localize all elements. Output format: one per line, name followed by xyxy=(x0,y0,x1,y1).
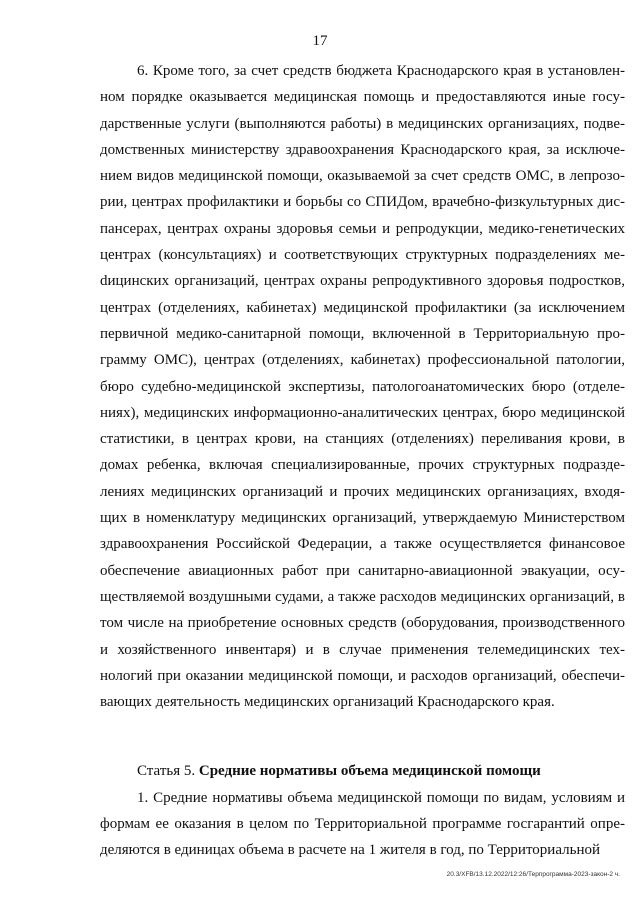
page-number: 17 xyxy=(312,33,328,49)
article-5-title: Средние нормативы объема медицинской помощи xyxy=(198,763,541,780)
document-body xyxy=(100,58,625,864)
footer-document-code: 20.3/XFB/13.12.2022/12:26/Терпрограмма-2023-закон-2 ч. xyxy=(446,871,620,878)
paragraph-6: 6. Кроме того, за счет средств бюджета Краснодарского края в установленном порядке оказывается медицинская помощь и предоставляются иные государственные услуги (выполняются работы) в медицинских организациях, подведомственных министерству здравоохранения Краснодарского края, за исключением видов медицинской помощи, оказываемой за счет средств ОМС, в лепрозории, центрах профилактики и борьбы со СПИДом, врачебно-физкультурных диспансерах, центрах охраны здоровья семьи и репродукции, медико-генетических центрах (консультациях) и соответствующих структурных подразделениях меdицинских организаций, центрах охраны репродуктивного здоровья подростков, центрах (отделениях, кабинетах) медицинской профилактики (за исключением первичной медико-санитарной помощи, включенной в Территориальную программу ОМС), центрах (отделениях, кабинетах) профессиональной патологии, бюро судебно-медицинской экспертизы, патологоанатомических бюро (отделениях), медицинских информационно-аналитических центрах, бюро медицинской статистики, в центрах крови, на станциях (отделениях) переливания крови, в домах ребенка, включая специализированные, прочих структурных подразделениях медицинских организаций и прочих медицинских организациях, входящих в номенклатуру медицинских организаций, утверждаемую Министерством здравоохранения Российской Федерации, а также осуществляется финансовое обеспечение авиационных работ при санитарно-авиационной эвакуации, осуществляемой воздушными судами, а также расходов медицинских организаций, в том числе на приобретение основных средств (оборудования, производственного и хозяйственного инвентаря) и в случае применения телемедицинских технологий при оказании медицинской помощи, и расходов организаций, обеспечивающих деятельность медицинских организаций Краснодарского края. xyxy=(100,63,625,711)
article-5-heading xyxy=(100,758,625,784)
paragraph-1: 1. Средние нормативы объема медицинской помощи по видам, условиям и формам ее оказания в целом по Территориальной программе госгарантий определяются в единицах объема в расчете на 1 жителя в год, по Территориальной xyxy=(100,789,625,859)
article-5-prefix: Статья 5. xyxy=(137,763,196,780)
